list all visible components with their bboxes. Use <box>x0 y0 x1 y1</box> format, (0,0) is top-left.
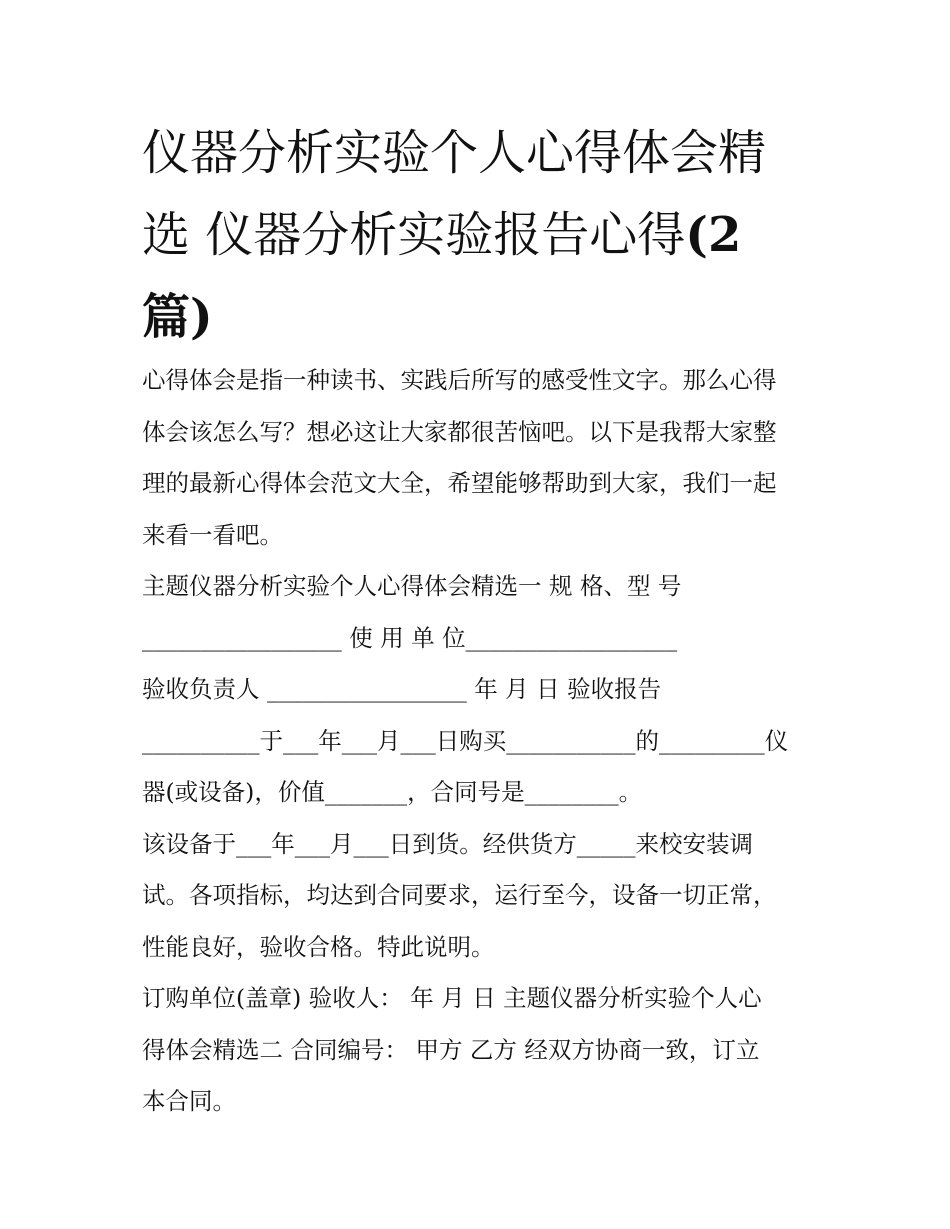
text-line: 主题仪器分析实验个人心得体会精选一 规 格、型 号 <box>142 572 682 600</box>
text-line: 试。各项指标，均达到合同要求，运行至今，设备一切正常， <box>142 881 777 909</box>
title-line: 仪器分析实验个人心得体会精 <box>142 125 767 181</box>
text-line: 本合同。 <box>142 1087 236 1115</box>
text-line: _________________ 使 用 单 位__________________ <box>142 623 678 652</box>
paragraph-delivery <box>142 819 822 974</box>
document-title <box>142 112 822 358</box>
title-line-bold: (2 <box>685 207 742 263</box>
paragraph-intro <box>142 355 822 561</box>
text-line: 该设备于___年___月___日到货。经供货方_____来校安装调 <box>142 829 753 858</box>
text-line: 性能良好，验收合格。特此说明。 <box>142 932 495 961</box>
text-line: 来看一看吧。 <box>142 520 283 549</box>
paragraph-acceptance <box>142 664 822 819</box>
text-line: 器(或设备)，价值_______，合同号是________。 <box>142 778 643 806</box>
text-line: 订购单位(盖章) 验收人： 年 月 日 主题仪器分析实验个人心 <box>142 984 762 1012</box>
text-line: 体会该怎么写？想必这让大家都很苦恼吧。以下是我帮大家整 <box>142 417 777 446</box>
title-line: 篇) <box>142 289 213 345</box>
text-line: 心得体会是指一种读书、实践后所写的感受性文字。那么心得 <box>142 366 777 394</box>
paragraph-spec <box>142 561 822 664</box>
text-line: __________于___年___月___日购买___________的_________仪 <box>142 726 789 755</box>
title-line-text: 选 仪器分析实验报告心得 <box>142 207 686 263</box>
document-body <box>142 355 822 1128</box>
text-line: 验收负责人 _________________ 年 月 日 验收报告 <box>142 675 662 703</box>
title-line <box>142 194 822 276</box>
paragraph-contract <box>142 973 822 1128</box>
text-line: 理的最新心得体会范文大全，希望能够帮助到大家，我们一起 <box>142 469 777 497</box>
text-line: 得体会精选二 合同编号： 甲方 乙方 经双方协商一致，订立 <box>142 1035 760 1064</box>
